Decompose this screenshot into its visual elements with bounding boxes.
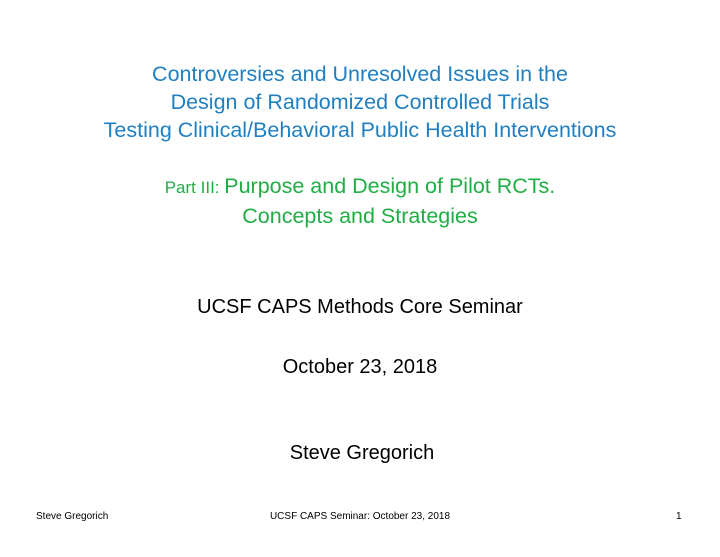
seminar-date: October 23, 2018 <box>282 356 438 378</box>
footer-author: Steve Gregorich <box>36 511 109 522</box>
slide-subtitle <box>0 172 720 230</box>
subtitle-line-2: Concepts and Strategies <box>242 204 478 228</box>
title-line-3: Testing Clinical/Behavioral Public Health Interventions <box>103 118 617 142</box>
page-number: 1 <box>676 511 682 522</box>
seminar-name: UCSF CAPS Methods Core Seminar <box>197 296 523 318</box>
subtitle-part-prefix: Part III: <box>164 178 225 197</box>
presenter-name: Steve Gregorich <box>289 442 435 464</box>
slide-title <box>0 60 720 144</box>
footer-center: UCSF CAPS Seminar: October 23, 2018 <box>269 511 451 522</box>
title-line-2: Design of Randomized Controlled Trials <box>170 90 550 114</box>
subtitle-line-1-text: Purpose and Design of Pilot RCTs. <box>224 174 556 198</box>
title-line-1: Controversies and Unresolved Issues in the <box>152 62 568 86</box>
subtitle-line-1 <box>0 172 720 202</box>
